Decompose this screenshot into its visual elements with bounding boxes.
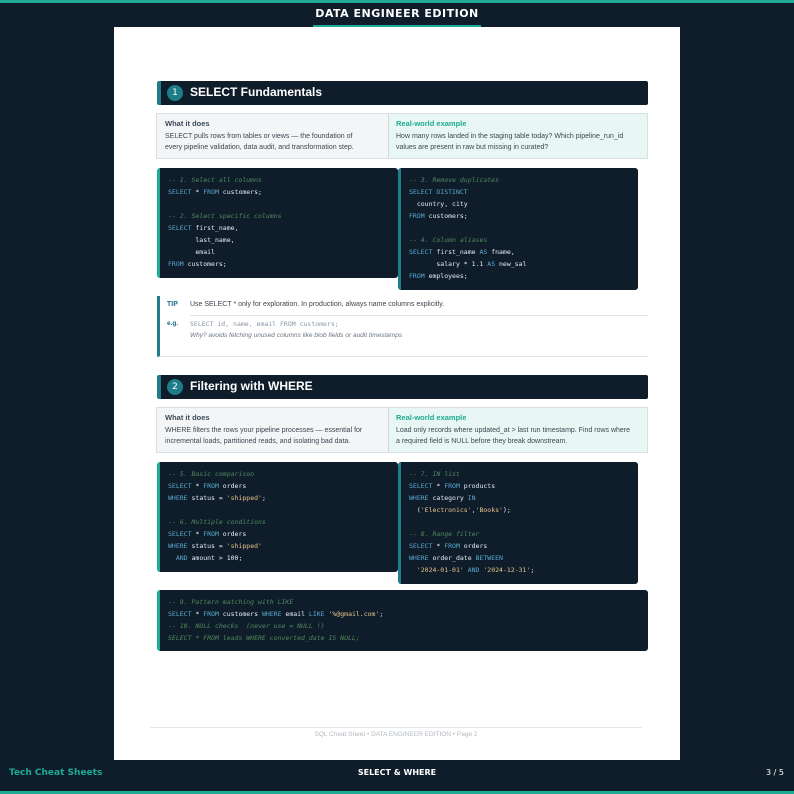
code-token: first_name <box>432 248 480 256</box>
code-token: status = <box>187 494 227 502</box>
code-line <box>168 504 398 516</box>
code-line <box>409 270 638 282</box>
code-line <box>409 492 638 504</box>
code-line <box>168 608 648 620</box>
code-line <box>168 246 398 258</box>
code-token: orders <box>218 530 247 538</box>
code-block[interactable] <box>157 168 398 278</box>
info-row-where <box>156 407 648 453</box>
code-token: '2024-01-01' <box>416 566 464 574</box>
real-world-example-line: a required field is NULL before they break downstream. <box>396 438 568 445</box>
code-token: SELECT <box>409 248 433 256</box>
code-token: AS <box>487 260 496 268</box>
real-world-example-panel <box>388 114 647 158</box>
code-token: -- 4. Column aliases <box>409 236 488 244</box>
code-token: customers <box>218 610 262 618</box>
code-line <box>168 174 398 186</box>
code-token: category <box>428 494 468 502</box>
code-token: last_name, <box>168 236 235 244</box>
code-token: WHERE <box>168 494 188 502</box>
what-it-does-line: WHERE filters the rows your pipeline processes — essential for <box>165 427 363 434</box>
code-token: FROM <box>444 482 460 490</box>
code-line <box>409 198 638 210</box>
section-title: SELECT Fundamentals <box>190 85 323 99</box>
code-token: -- 1. Select all columns <box>168 176 262 184</box>
code-token: FROM <box>203 530 219 538</box>
code-line <box>409 516 638 528</box>
cheat-sheet-page <box>114 27 680 760</box>
code-token: country, city <box>409 200 468 208</box>
code-token: customers; <box>183 260 227 268</box>
example-label: e.g. <box>167 320 179 327</box>
code-token: ; <box>530 566 535 574</box>
code-token: SELECT <box>168 224 192 232</box>
real-world-example-label: Real-world example <box>396 119 467 128</box>
code-token: order_date <box>428 554 476 562</box>
section-indicator: SELECT & WHERE <box>357 768 437 777</box>
code-token: 'shipped' <box>226 542 262 550</box>
edition-title: DATA ENGINEER EDITION <box>313 3 481 27</box>
code-line <box>409 480 638 492</box>
code-line <box>409 222 638 234</box>
section-number-badge: 2 <box>167 379 183 395</box>
section-number-badge: 1 <box>167 85 183 101</box>
code-token: products <box>459 482 496 490</box>
section-title: Filtering with WHERE <box>190 379 313 393</box>
code-token: SELECT <box>168 610 192 618</box>
code-token: -- 7. IN list <box>409 470 460 478</box>
bottom-bar <box>0 760 794 791</box>
code-token: WHERE <box>409 554 429 562</box>
code-token <box>168 554 176 562</box>
code-block[interactable] <box>398 462 638 584</box>
info-row-select <box>156 113 648 159</box>
code-token: employees; <box>424 272 468 280</box>
what-it-does-panel <box>157 114 388 158</box>
code-token: customers; <box>218 188 262 196</box>
code-line <box>168 620 648 632</box>
code-token: ); <box>502 506 511 514</box>
code-token: SELECT <box>168 530 192 538</box>
code-line <box>409 564 638 576</box>
what-it-does-label: What it does <box>165 119 210 128</box>
code-line <box>409 540 638 552</box>
code-token: , <box>471 506 476 514</box>
code-line <box>168 528 398 540</box>
example-code: SELECT id, name, email FROM customers; <box>190 320 339 328</box>
code-token: * <box>191 482 204 490</box>
code-token: -- 8. Range filter <box>409 530 480 538</box>
what-it-does-line: SELECT pulls rows from tables or views — the foundation of <box>165 133 353 140</box>
code-token: first_name, <box>191 224 239 232</box>
code-token: WHERE <box>409 494 429 502</box>
code-line <box>168 222 398 234</box>
code-line <box>168 198 398 210</box>
section-header-where <box>157 375 648 399</box>
code-token: BETWEEN <box>475 554 503 562</box>
code-token: * <box>191 530 204 538</box>
code-line <box>168 210 398 222</box>
code-line <box>168 480 398 492</box>
real-world-example-line: Load only records where updated_at > last run timestamp. Find rows where <box>396 427 631 434</box>
code-token: FROM <box>444 542 460 550</box>
section-header-select <box>157 81 648 105</box>
code-token: FROM <box>203 188 219 196</box>
what-it-does-line: every pipeline validation, data audit, and transformation step. <box>165 144 354 151</box>
code-token: AND <box>467 566 480 574</box>
code-token: -- 2. Select specific columns <box>168 212 282 220</box>
code-token: * <box>432 542 445 550</box>
real-world-example-line: values are present in raw but missing in curated? <box>396 144 549 151</box>
code-token: ; <box>261 494 266 502</box>
code-token: fname, <box>487 248 515 256</box>
code-block[interactable] <box>157 462 398 572</box>
code-token: 'Books' <box>475 506 503 514</box>
code-token: SELECT <box>409 482 433 490</box>
code-token: * <box>432 482 445 490</box>
code-token: SELECT * FROM leads WHERE converted_date IS NULL; <box>168 634 360 642</box>
code-token: LIKE <box>308 610 325 618</box>
code-token: FROM <box>203 482 219 490</box>
code-token: ; <box>379 610 384 618</box>
tip-box <box>157 296 648 357</box>
code-token: WHERE <box>261 610 282 618</box>
code-token: * <box>191 610 204 618</box>
tip-divider <box>190 315 648 316</box>
code-token: WHERE <box>168 542 188 550</box>
code-token <box>409 566 417 574</box>
code-line <box>168 186 398 198</box>
code-line <box>409 210 638 222</box>
code-token: new_sal <box>495 260 527 268</box>
code-line <box>409 528 638 540</box>
code-line <box>168 492 398 504</box>
code-token: SELECT <box>168 188 192 196</box>
what-it-does-label: What it does <box>165 413 210 422</box>
code-token: orders <box>218 482 247 490</box>
code-block[interactable] <box>157 590 648 651</box>
code-token: -- 9. Pattern matching with LIKE <box>168 598 294 606</box>
code-line <box>168 596 648 608</box>
code-token: -- 5. Basic comparison <box>168 470 255 478</box>
brand-name: Tech Cheat Sheets <box>9 768 103 778</box>
code-line <box>409 258 638 270</box>
code-token: SELECT DISTINCT <box>409 188 468 196</box>
code-token: FROM <box>203 610 219 618</box>
code-line <box>168 516 398 528</box>
tip-text: Use SELECT * only for exploration. In production, always name columns explicitly. <box>190 301 445 308</box>
code-token: -- 10. NULL checks (never use = NULL !) <box>168 622 325 630</box>
code-line <box>168 468 398 480</box>
code-line <box>409 246 638 258</box>
code-token: SELECT <box>409 542 433 550</box>
code-token: 'Electronics' <box>420 506 472 514</box>
code-line <box>168 234 398 246</box>
code-token: -- 3. Remove duplicates <box>409 176 500 184</box>
code-token: -- 6. Multiple conditions <box>168 518 266 526</box>
code-token: AND <box>175 554 188 562</box>
real-world-example-panel <box>388 408 647 452</box>
code-token: SELECT <box>168 482 192 490</box>
code-token: AS <box>479 248 488 256</box>
code-token: orders <box>459 542 488 550</box>
code-line <box>409 174 638 186</box>
code-token: FROM <box>168 260 184 268</box>
what-it-does-panel <box>157 408 388 452</box>
code-line <box>409 234 638 246</box>
code-token: FROM <box>409 212 425 220</box>
code-token: IN <box>467 494 476 502</box>
code-line <box>168 540 398 552</box>
code-token: amount > 100; <box>187 554 243 562</box>
code-token: email <box>168 248 215 256</box>
page-footer: SQL Cheat Sheet • DATA ENGINEER EDITION • Page 2 <box>150 727 642 738</box>
code-line <box>168 632 648 644</box>
top-header-bar <box>0 3 794 27</box>
code-token: 'shipped' <box>226 494 262 502</box>
code-token: * <box>191 188 204 196</box>
tip-label: TIP <box>167 301 178 308</box>
code-token: email <box>281 610 309 618</box>
code-token: FROM <box>409 272 425 280</box>
real-world-example-label: Real-world example <box>396 413 467 422</box>
code-token: customers; <box>424 212 468 220</box>
code-line <box>409 504 638 516</box>
code-block[interactable] <box>398 168 638 290</box>
real-world-example-line: How many rows landed in the staging table today? Which pipeline_run_id <box>396 133 624 140</box>
code-token: status = <box>187 542 227 550</box>
code-token: salary * 1.1 <box>409 260 488 268</box>
code-line <box>409 468 638 480</box>
example-note: Why? avoids fetching unused columns like blob fields or audit timestamps <box>190 332 403 339</box>
code-token: ( <box>409 506 421 514</box>
page-count: 3 / 5 <box>766 768 784 777</box>
code-token: '%@gmail.com' <box>328 610 380 618</box>
code-line <box>409 186 638 198</box>
code-line <box>168 258 398 270</box>
code-line <box>409 552 638 564</box>
code-token: '2024-12-31' <box>483 566 531 574</box>
what-it-does-line: incremental loads, partitioned reads, and isolating bad data. <box>165 438 351 445</box>
code-line <box>168 552 398 564</box>
